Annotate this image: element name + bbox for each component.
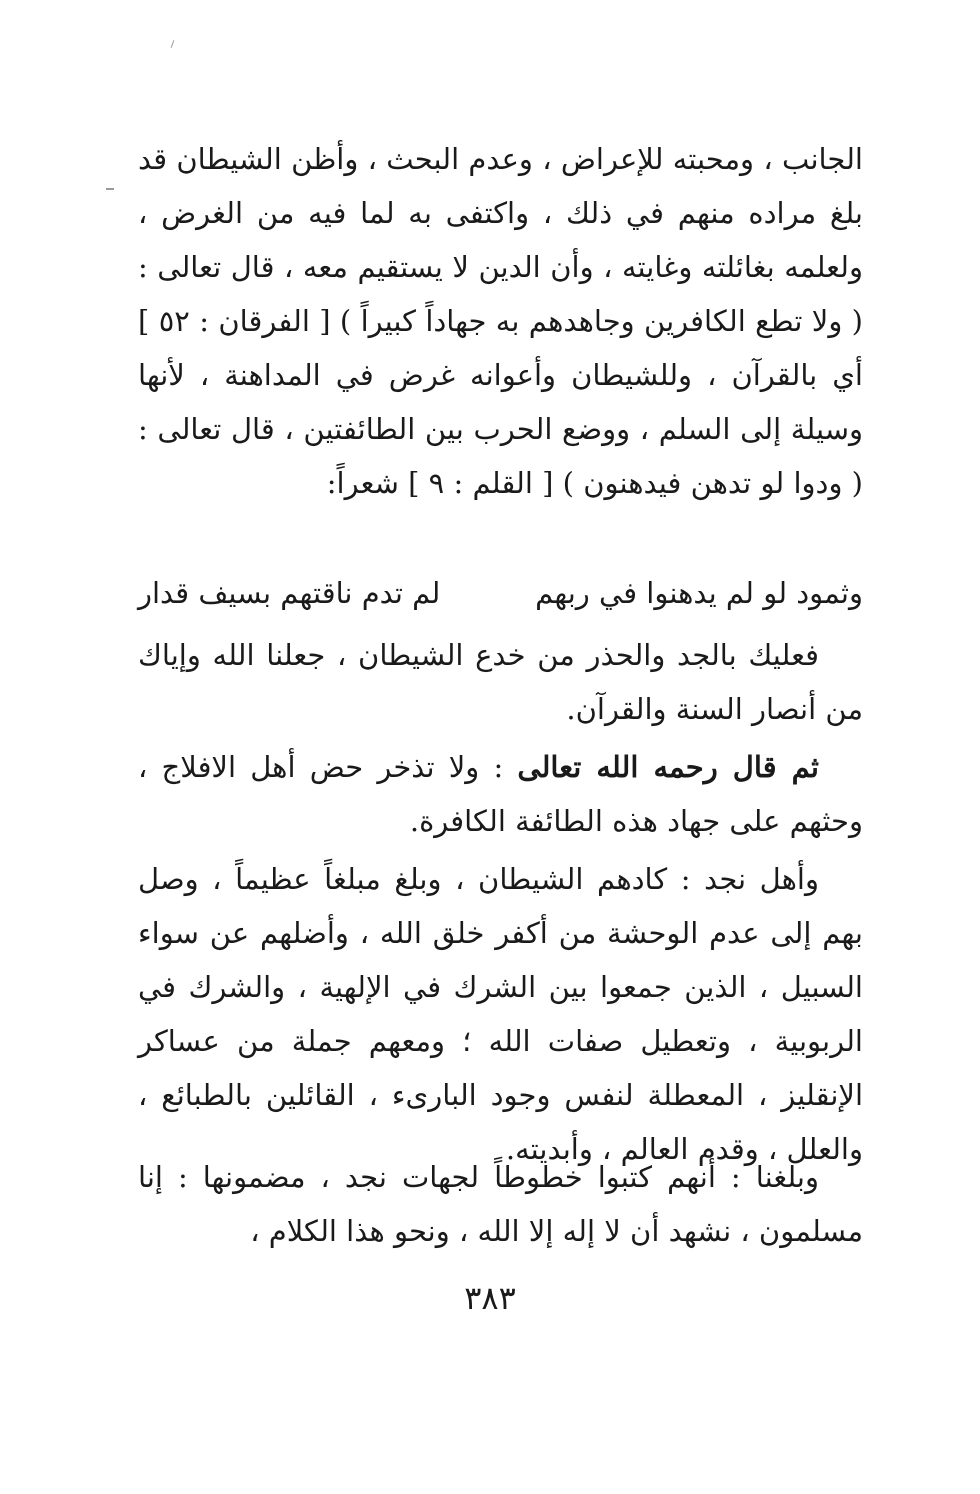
verse-first-hemistich: وثمود لو لم يدهنوا في ربهم — [535, 576, 863, 610]
paragraph-5: وأهل نجد : كادهم الشيطان ، وبلغ مبلغاً عظيماً ، وصل بهم إلى عدم الوحشة من أكفر خلق الله ، وأضلهم عن سواء السبيل ، الذين جمعوا بين الشرك في الإلهية ، والشرك في الربوبية ، وتعطيل صفات الله ؛ ومعهم جملة من عساكر الإنقليز ، المعطلة لنفس وجود البارىء ، القائلين بالطبائع ، والعلل ، وقدم العالم ، وأبديته. — [138, 862, 863, 1166]
paragraph-4 — [138, 740, 863, 848]
paragraph-4-body: : ولا تذخر حض أهل الافلاج ، وحثهم على جهاد هذه الطائفة الكافرة. — [138, 750, 863, 838]
poetry-verse — [138, 566, 863, 620]
verse-second-hemistich: لم تدم ناقتهم بسيف قدار — [138, 576, 441, 610]
paragraph-4-bold-lead: ثم قال رحمه الله تعالى — [517, 750, 819, 784]
scan-speck — [106, 188, 114, 190]
paragraph-3: فعليك بالجد والحذر من خدع الشيطان ، جعلنا الله وإياك من أنصار السنة والقرآن. — [138, 638, 863, 726]
paragraph-1: الجانب ، ومحبته للإعراض ، وعدم البحث ، وأظن الشيطان قد بلغ مراده منهم في ذلك ، واكتفى به لما فيه من الغرض ، ولعلمه بغائلته وغايته ، وأن الدين لا يستقيم معه ، قال تعالى : ( ولا تطع الكافرين وجاهدهم به جهاداً كبيراً ) [ الفرقان : ٥٢ ] أي بالقرآن ، وللشيطان وأعوانه غرض في المداهنة ، لأنها وسيلة إلى السلم ، ووضع الحرب بين الطائفتين ، قال تعالى : ( ودوا لو تدهن فيدهنون ) [ القلم : ٩ ] شعراً: — [138, 142, 863, 500]
scan-speck — [171, 40, 175, 48]
page-number: ٣٨٣ — [464, 1279, 516, 1317]
paragraph-6: وبلغنا : أنهم كتبوا خطوطاً لجهات نجد ، مضمونها : إنا مسلمون ، نشهد أن لا إله إلا الله ، ونحو هذا الكلام ، — [138, 1160, 863, 1248]
